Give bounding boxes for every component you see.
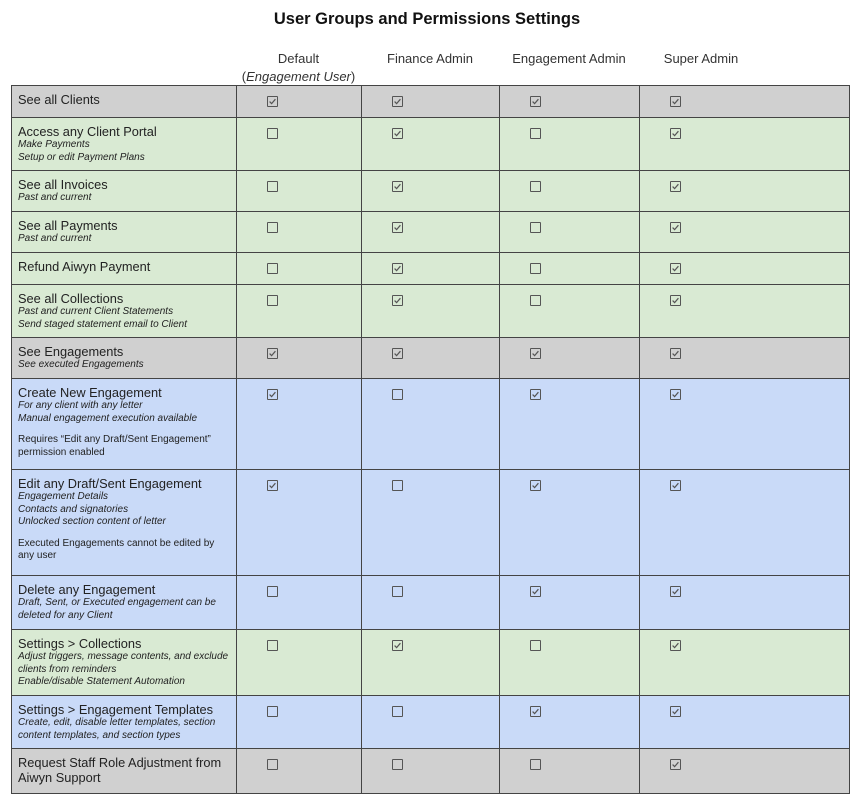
- permission-description: See executed Engagements: [18, 359, 144, 370]
- permission-cell: [500, 576, 640, 630]
- permission-description: Send staged statement email to Client: [18, 318, 187, 330]
- permission-description: Enable/disable Statement Automation: [18, 676, 185, 687]
- permission-note: Executed Engagements cannot be edited by any user: [18, 537, 215, 561]
- permission-description: Setup or edit Payment Plans: [18, 151, 145, 163]
- permission-cell: [500, 338, 640, 379]
- checkbox-checked[interactable]: [267, 96, 278, 107]
- checkbox-checked[interactable]: [392, 181, 403, 192]
- permission-row: [12, 338, 850, 379]
- permission-cell: [362, 118, 500, 171]
- checkbox-checked[interactable]: [670, 480, 681, 491]
- checkbox-unchecked[interactable]: [267, 759, 278, 770]
- permission-cell: [362, 253, 500, 285]
- checkmark-icon: [268, 390, 277, 399]
- permission-cell: [362, 212, 500, 253]
- permission-row: [12, 630, 850, 696]
- checkmark-icon: [671, 760, 680, 769]
- permission-description: Create, edit, disable letter templates, section content templates, and section types: [18, 717, 216, 741]
- permission-cell: [500, 630, 640, 696]
- permission-cell: [237, 338, 362, 379]
- permission-cell: [500, 285, 640, 338]
- checkbox-unchecked[interactable]: [267, 128, 278, 139]
- checkmark-icon: [671, 223, 680, 232]
- permission-label-cell: [12, 576, 237, 630]
- checkmark-icon: [671, 129, 680, 138]
- checkbox-checked[interactable]: [392, 222, 403, 233]
- column-header-label: Engagement Admin: [512, 51, 626, 66]
- permission-cell: [640, 285, 850, 338]
- permission-cell: [237, 253, 362, 285]
- checkbox-unchecked[interactable]: [530, 181, 541, 192]
- permission-cell: [237, 212, 362, 253]
- checkbox-unchecked[interactable]: [530, 263, 541, 274]
- checkbox-checked[interactable]: [530, 586, 541, 597]
- permission-cell: [237, 118, 362, 171]
- checkmark-icon: [393, 264, 402, 273]
- permission-description: Manual engagement execution available: [18, 412, 198, 424]
- permission-row: [12, 576, 850, 630]
- checkmark-icon: [531, 97, 540, 106]
- permission-description: Draft, Sent, or Executed engagement can be deleted for any Client: [18, 597, 216, 621]
- permission-cell: [362, 696, 500, 749]
- permission-name: Refund Aiwyn Payment: [18, 259, 151, 274]
- checkbox-unchecked[interactable]: [530, 128, 541, 139]
- checkmark-icon: [393, 223, 402, 232]
- checkbox-checked[interactable]: [670, 96, 681, 107]
- permission-row: [12, 470, 850, 576]
- checkbox-unchecked[interactable]: [267, 586, 278, 597]
- permission-name: Settings > Engagement Templates: [18, 702, 214, 717]
- permission-cell: [640, 86, 850, 118]
- checkmark-icon: [671, 641, 680, 650]
- permission-name: Delete any Engagement: [18, 582, 156, 597]
- permission-name: Access any Client Portal: [18, 124, 157, 139]
- checkbox-checked[interactable]: [392, 640, 403, 651]
- permission-cell: [362, 749, 500, 794]
- permission-description: For any client with any letter: [18, 400, 143, 411]
- checkbox-checked[interactable]: [392, 128, 403, 139]
- permission-row: [12, 118, 850, 171]
- page-title: User Groups and Permissions Settings: [273, 10, 581, 28]
- column-header-label: Default: [277, 51, 320, 66]
- permission-description: Contacts and signatories: [18, 503, 129, 515]
- permission-label-cell: [12, 212, 237, 253]
- checkmark-icon: [671, 390, 680, 399]
- checkbox-checked[interactable]: [670, 128, 681, 139]
- checkbox-checked[interactable]: [670, 389, 681, 400]
- permission-cell: [362, 470, 500, 576]
- permission-cell: [237, 749, 362, 794]
- permission-cell: [362, 285, 500, 338]
- permission-cell: [640, 338, 850, 379]
- permission-description: Past and current Client Statements: [18, 306, 174, 317]
- checkmark-icon: [671, 707, 680, 716]
- permission-label-cell: [12, 696, 237, 749]
- permission-name: See all Collections: [18, 291, 124, 306]
- permission-cell: [237, 285, 362, 338]
- permission-cell: [500, 253, 640, 285]
- permission-row: [12, 749, 850, 794]
- column-header-default: [236, 50, 361, 86]
- permission-description: Make Payments: [18, 139, 90, 150]
- permission-label-cell: [12, 253, 237, 285]
- permission-row: [12, 86, 850, 118]
- permission-cell: [237, 379, 362, 470]
- checkbox-checked[interactable]: [670, 706, 681, 717]
- permission-cell: [237, 86, 362, 118]
- checkmark-icon: [393, 641, 402, 650]
- permission-cell: [500, 749, 640, 794]
- permission-description: Past and current: [18, 233, 92, 244]
- column-header-sub: (Engagement User): [241, 69, 356, 84]
- checkmark-icon: [531, 349, 540, 358]
- permission-cell: [500, 212, 640, 253]
- checkbox-unchecked[interactable]: [267, 263, 278, 274]
- column-header-super-admin: [639, 50, 763, 68]
- checkmark-icon: [531, 707, 540, 716]
- checkbox-checked[interactable]: [267, 389, 278, 400]
- permission-cell: [640, 749, 850, 794]
- permission-cell: [640, 576, 850, 630]
- checkmark-icon: [268, 481, 277, 490]
- permission-label-cell: [12, 470, 237, 576]
- checkbox-checked[interactable]: [670, 348, 681, 359]
- permission-cell: [640, 171, 850, 212]
- permission-row: [12, 285, 850, 338]
- checkbox-checked[interactable]: [267, 480, 278, 491]
- permission-cell: [237, 696, 362, 749]
- permission-label-cell: [12, 171, 237, 212]
- permission-label-cell: [12, 379, 237, 470]
- permission-row: [12, 253, 850, 285]
- permission-name: See Engagements: [18, 344, 124, 359]
- checkbox-unchecked[interactable]: [267, 222, 278, 233]
- checkmark-icon: [671, 296, 680, 305]
- checkmark-icon: [531, 481, 540, 490]
- permission-description: Adjust triggers, message contents, and exclude clients from reminders: [18, 651, 229, 675]
- checkbox-checked[interactable]: [670, 222, 681, 233]
- permission-cell: [500, 470, 640, 576]
- checkbox-unchecked[interactable]: [267, 640, 278, 651]
- permission-cell: [500, 86, 640, 118]
- checkmark-icon: [671, 97, 680, 106]
- checkmark-icon: [671, 349, 680, 358]
- checkbox-checked[interactable]: [670, 181, 681, 192]
- permission-cell: [237, 630, 362, 696]
- column-header-engagement-admin: [499, 50, 639, 68]
- checkbox-checked[interactable]: [392, 348, 403, 359]
- permission-cell: [640, 253, 850, 285]
- permission-cell: [237, 470, 362, 576]
- checkbox-checked[interactable]: [530, 480, 541, 491]
- checkbox-checked[interactable]: [670, 295, 681, 306]
- permission-cell: [500, 379, 640, 470]
- permission-cell: [362, 576, 500, 630]
- permission-name: Settings > Collections: [18, 636, 142, 651]
- checkmark-icon: [531, 390, 540, 399]
- permission-row: [12, 171, 850, 212]
- permission-name: See all Payments: [18, 218, 118, 233]
- permission-cell: [500, 696, 640, 749]
- permission-label-cell: [12, 630, 237, 696]
- checkbox-checked[interactable]: [267, 348, 278, 359]
- permission-cell: [500, 171, 640, 212]
- permission-cell: [237, 171, 362, 212]
- checkbox-checked[interactable]: [670, 263, 681, 274]
- checkbox-unchecked[interactable]: [392, 586, 403, 597]
- permission-row: [12, 212, 850, 253]
- checkbox-unchecked[interactable]: [267, 706, 278, 717]
- checkmark-icon: [671, 182, 680, 191]
- checkbox-checked[interactable]: [670, 586, 681, 597]
- checkbox-unchecked[interactable]: [392, 759, 403, 770]
- permission-cell: [640, 470, 850, 576]
- checkmark-icon: [393, 296, 402, 305]
- checkbox-checked[interactable]: [392, 96, 403, 107]
- permission-cell: [362, 338, 500, 379]
- permission-row: [12, 696, 850, 749]
- checkbox-checked[interactable]: [530, 96, 541, 107]
- checkmark-icon: [393, 349, 402, 358]
- checkbox-unchecked[interactable]: [530, 759, 541, 770]
- permission-name: Edit any Draft/Sent Engagement: [18, 476, 202, 491]
- checkbox-checked[interactable]: [530, 706, 541, 717]
- permission-cell: [362, 630, 500, 696]
- checkmark-icon: [268, 97, 277, 106]
- checkbox-checked[interactable]: [670, 640, 681, 651]
- permission-description: Unlocked section content of letter: [18, 516, 166, 527]
- permission-name: See all Clients: [18, 92, 100, 107]
- checkbox-checked[interactable]: [392, 263, 403, 274]
- permission-cell: [640, 379, 850, 470]
- permission-label-cell: [12, 118, 237, 171]
- permission-cell: [362, 379, 500, 470]
- checkmark-icon: [531, 587, 540, 596]
- checkbox-checked[interactable]: [530, 348, 541, 359]
- permission-cell: [640, 118, 850, 171]
- checkmark-icon: [671, 587, 680, 596]
- checkmark-icon: [671, 264, 680, 273]
- checkbox-unchecked[interactable]: [392, 480, 403, 491]
- checkbox-unchecked[interactable]: [267, 295, 278, 306]
- checkbox-checked[interactable]: [670, 759, 681, 770]
- column-header-finance-admin: [361, 50, 499, 68]
- permission-cell: [640, 212, 850, 253]
- checkbox-unchecked[interactable]: [530, 295, 541, 306]
- permission-name: Request Staff Role Adjustment from Aiwyn Support: [18, 755, 222, 785]
- permissions-table: [11, 85, 850, 794]
- checkmark-icon: [393, 129, 402, 138]
- permission-cell: [237, 576, 362, 630]
- checkbox-unchecked[interactable]: [530, 640, 541, 651]
- permission-row: [12, 379, 850, 470]
- permission-label-cell: [12, 86, 237, 118]
- permission-label-cell: [12, 749, 237, 794]
- checkbox-checked[interactable]: [530, 389, 541, 400]
- permission-name: See all Invoices: [18, 177, 108, 192]
- permission-note: Requires “Edit any Draft/Sent Engagement” permission enabled: [18, 434, 211, 458]
- permission-description: Engagement Details: [18, 491, 109, 502]
- checkbox-unchecked[interactable]: [267, 181, 278, 192]
- checkbox-checked[interactable]: [392, 295, 403, 306]
- column-header-label: Finance Admin: [387, 51, 473, 66]
- checkmark-icon: [268, 349, 277, 358]
- permission-description: Past and current: [18, 192, 92, 203]
- permission-label-cell: [12, 338, 237, 379]
- permission-cell: [362, 86, 500, 118]
- permission-cell: [362, 171, 500, 212]
- permission-cell: [640, 630, 850, 696]
- permission-name: Create New Engagement: [18, 385, 162, 400]
- permission-cell: [640, 696, 850, 749]
- checkmark-icon: [393, 97, 402, 106]
- checkbox-unchecked[interactable]: [530, 222, 541, 233]
- checkmark-icon: [671, 481, 680, 490]
- checkbox-unchecked[interactable]: [392, 706, 403, 717]
- checkmark-icon: [393, 182, 402, 191]
- column-header-label: Super Admin: [663, 51, 739, 66]
- permission-label-cell: [12, 285, 237, 338]
- permission-cell: [500, 118, 640, 171]
- checkbox-unchecked[interactable]: [392, 389, 403, 400]
